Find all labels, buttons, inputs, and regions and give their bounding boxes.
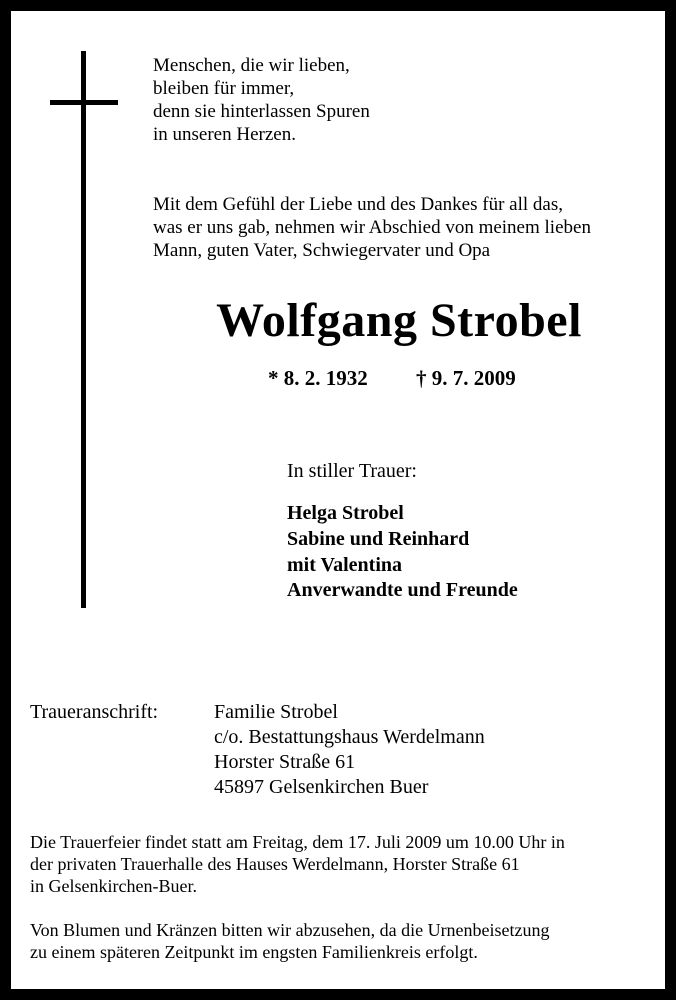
mourner-name: mit Valentina	[287, 554, 403, 576]
cross-icon-horizontal-bar	[50, 100, 118, 105]
mourner-name: Anverwandte und Freunde	[287, 579, 518, 601]
address-line: Horster Straße 61	[214, 751, 356, 773]
poem-line: bleiben für immer,	[153, 78, 295, 99]
mourner-name: Sabine und Reinhard	[287, 528, 470, 550]
address-line: c/o. Bestattungshaus Werdelmann	[214, 726, 485, 748]
poem-line: denn sie hinterlassen Spuren	[153, 101, 370, 122]
ceremony-line: der privaten Trauerhalle des Hauses Werdelmann, Horster Straße 61	[30, 854, 520, 874]
ceremony-line: Die Trauerfeier findet statt am Freitag, dem 17. Juli 2009 um 10.00 Uhr in	[30, 832, 565, 852]
intro-line: Mann, guten Vater, Schwiegervater und Opa	[153, 240, 491, 261]
flowers-line: zu einem späteren Zeitpunkt im engsten Familienkreis erfolgt.	[30, 942, 478, 962]
poem-line: Menschen, die wir lieben,	[153, 55, 350, 76]
mourner-name: Helga Strobel	[287, 502, 404, 524]
address-line: Familie Strobel	[214, 701, 338, 723]
flowers-line: Von Blumen und Kränzen bitten wir abzusehen, da die Urnenbeisetzung	[30, 920, 550, 940]
birth-date: * 8. 2. 1932	[268, 366, 368, 390]
ceremony-line: in Gelsenkirchen-Buer.	[30, 876, 197, 896]
address-line: 45897 Gelsenkirchen Buer	[214, 776, 429, 798]
address-label: Traueranschrift:	[30, 701, 159, 723]
poem-line: in unseren Herzen.	[153, 124, 296, 145]
deceased-name: Wolfgang Strobel	[216, 294, 582, 347]
mourning-label: In stiller Trauer:	[287, 460, 417, 482]
intro-line: was er uns gab, nehmen wir Abschied von meinem lieben	[153, 217, 591, 238]
intro-line: Mit dem Gefühl der Liebe und des Dankes für all das,	[153, 194, 563, 215]
death-date: † 9. 7. 2009	[416, 366, 516, 390]
